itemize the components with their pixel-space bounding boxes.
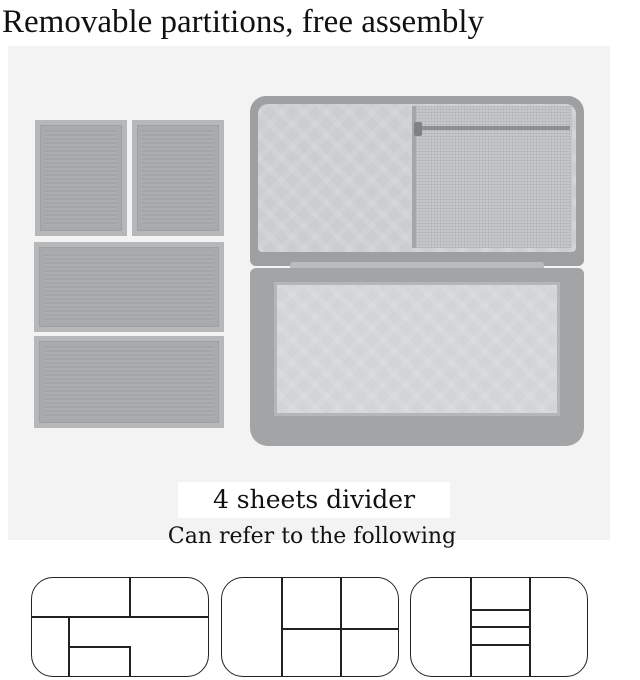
divider-sheet-1 xyxy=(35,120,127,236)
base-compartment xyxy=(274,282,560,416)
divider-sheet-2 xyxy=(132,120,224,236)
subcaption: Can refer to the following xyxy=(167,524,457,549)
divider-line xyxy=(470,644,530,646)
case-lid xyxy=(250,96,584,266)
divider-line xyxy=(129,578,131,618)
organizer-case xyxy=(250,96,584,446)
caption: 4 sheets divider xyxy=(178,482,450,518)
divider-line xyxy=(281,628,399,630)
divider-line xyxy=(529,578,531,677)
headline: Removable partitions, free assembly xyxy=(2,4,485,40)
divider-line xyxy=(32,616,209,618)
divider-line xyxy=(470,626,530,628)
case-base xyxy=(250,268,584,446)
divider-line xyxy=(470,609,530,611)
divider-sheet-4 xyxy=(34,336,224,428)
divider-line xyxy=(470,578,472,677)
divider-line xyxy=(129,646,131,677)
layout-diagram-2 xyxy=(221,577,399,677)
layout-diagram-3 xyxy=(410,577,588,677)
divider-sheet-3 xyxy=(34,242,224,332)
zipper xyxy=(416,126,570,130)
zipper-pull-icon xyxy=(414,122,422,136)
layout-diagram-1 xyxy=(31,577,209,677)
divider-line xyxy=(68,646,130,648)
